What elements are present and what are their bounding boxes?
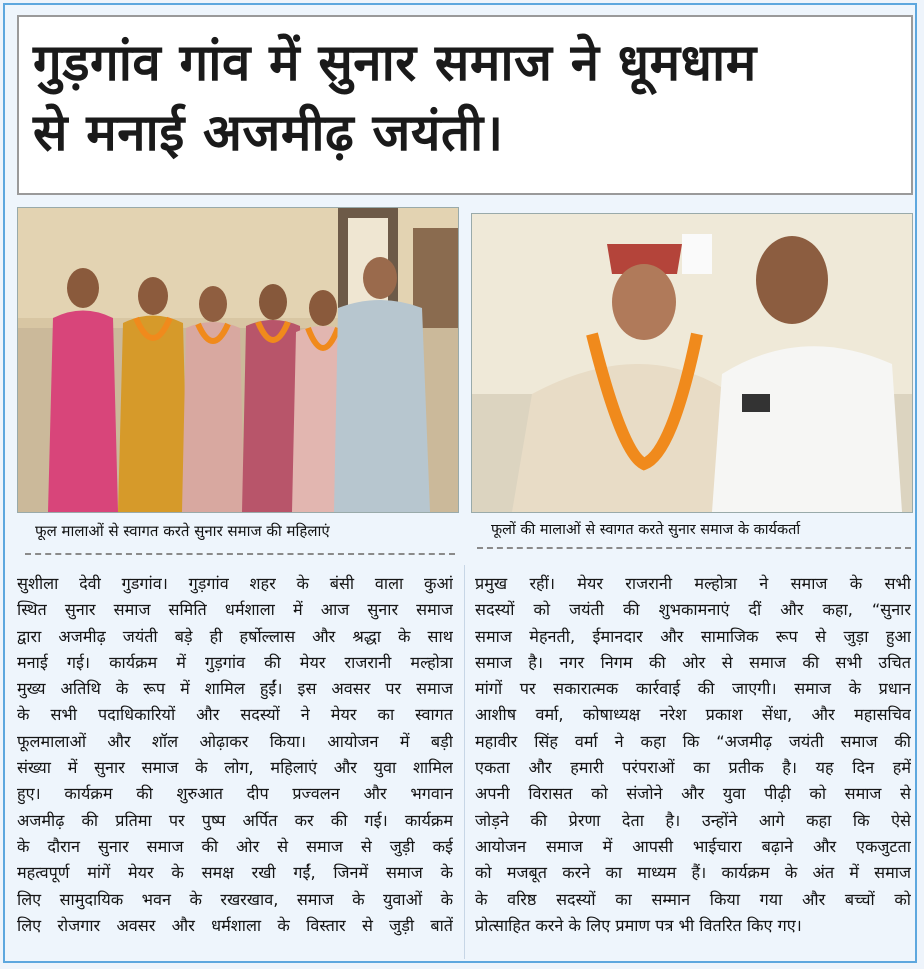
article-line: आशीष वर्मा, कोषाध्यक्ष नरेश प्रकाश सेंधा, और महासचिव <box>475 705 911 725</box>
article-column-left <box>17 571 453 939</box>
article-line: लिए रोजगार अवसर और धर्मशाला के विस्तार से जुड़ी बातें <box>17 915 453 935</box>
article-line: मांगों पर सकारात्मक कार्रवाई की जाएगी। समाज के प्रधान <box>475 679 911 699</box>
article-line: को मजबूत करने का माध्यम हैं। कार्यक्रम के अंत में समाज <box>475 863 911 883</box>
article-column-right <box>475 571 911 939</box>
photo-caption-men: फूलों की मालाओं से स्वागत करते सुनार समाज के कार्यकर्ता <box>491 522 801 538</box>
caption-divider-left <box>25 553 455 555</box>
article-line: मुख्य अतिथि के रूप में शामिल हुईं। इस अवसर पर समाज <box>17 679 453 699</box>
article-line: अजमीढ़ की प्रतिमा पर पुष्प अर्पित कर की गई। कार्यक्रम <box>17 810 453 830</box>
article-line: फूलमालाओं और शॉल ओढ़ाकर किया। आयोजन में बड़ी <box>17 731 453 751</box>
article-line: संख्या में सुनार समाज के लोग, महिलाएं और युवा शामिल <box>17 758 453 778</box>
article-line: अपनी विरासत को संजोने और युवा पीढ़ी को समाज से <box>475 784 911 804</box>
newspaper-clipping <box>3 3 917 963</box>
column-divider <box>464 565 465 959</box>
article-line: के दौरान सुनार समाज की ओर से समाज से जुड़ी कई <box>17 836 453 856</box>
article-line: महत्वपूर्ण मांगें मेयर के समक्ष रखी गईं, जिनमें समाज के <box>17 863 453 883</box>
article-line: के वरिष्ठ सदस्यों का सम्मान किया गया और बच्चों को <box>475 889 911 909</box>
photo-women-illustration <box>18 208 458 512</box>
article-line: प्रमुख रहीं। मेयर राजरानी मल्होत्रा ने समाज के सभी <box>475 574 911 593</box>
article-line: सुशीला देवी गुडगांव। गुड़गांव शहर के बंसी वाला कुआं <box>17 574 453 593</box>
photo-women-welcome <box>17 207 459 513</box>
article-line: के सभी पदाधिकारियों और सदस्यों ने मेयर का स्वागत <box>17 705 453 725</box>
article-line: एकता और हमारी परंपराओं का प्रतीक है। यह दिन हमें <box>475 758 911 778</box>
article-line: सदस्यों को जयंती की शुभकामनाएं दीं और कहा, “सुनार <box>475 600 911 620</box>
article-line: प्रोत्साहित करने के लिए प्रमाण पत्र भी वितरित किए गए। <box>475 915 802 935</box>
article-line: द्वारा अजमीढ़ जयंती बड़े ही हर्षोल्लास और श्रद्धा के साथ <box>17 626 453 646</box>
article-line: लिए सामुदायिक भवन के रखरखाव, समाज के युवाओं के <box>17 889 453 909</box>
article-line: समाज है। नगर निगम की ओर से समाज की सभी उचित <box>475 652 911 672</box>
article-line: समाज मेहनती, ईमानदार और सामाजिक रूप से जुड़ा हुआ <box>475 626 911 646</box>
article-line: जोड़ने की प्रेरणा देता है। उन्होंने आगे कहा कि ऐसे <box>475 810 911 830</box>
photo-caption-women: फूल मालाओं से स्वागत करते सुनार समाज की महिलाएं <box>35 522 330 540</box>
article-line: आयोजन समाज में आपसी भाईचारा बढ़ाने और एकजुटता <box>475 836 911 856</box>
photo-men-welcome <box>471 213 913 513</box>
caption-divider-right <box>477 547 911 549</box>
article-line: हुए। कार्यक्रम की शुरुआत दीप प्रज्वलन और भगवान <box>17 784 453 804</box>
headline-box <box>17 15 913 195</box>
headline-line-2: से मनाई अजमीढ़ जयंती। <box>33 104 504 163</box>
photo-men-illustration <box>472 214 912 512</box>
headline-line-1: गुड़गांव गांव में सुनार समाज ने धूमधाम <box>33 34 757 93</box>
article-line: मनाई गई। कार्यक्रम में गुड़गांव की मेयर राजरानी मल्होत्रा <box>17 652 453 672</box>
article-line: महावीर सिंह वर्मा ने कहा कि “अजमीढ़ जयंती समाज की <box>475 731 911 751</box>
article-line: स्थित सुनार समाज समिति धर्मशाला में आज सुनार समाज <box>17 600 453 620</box>
